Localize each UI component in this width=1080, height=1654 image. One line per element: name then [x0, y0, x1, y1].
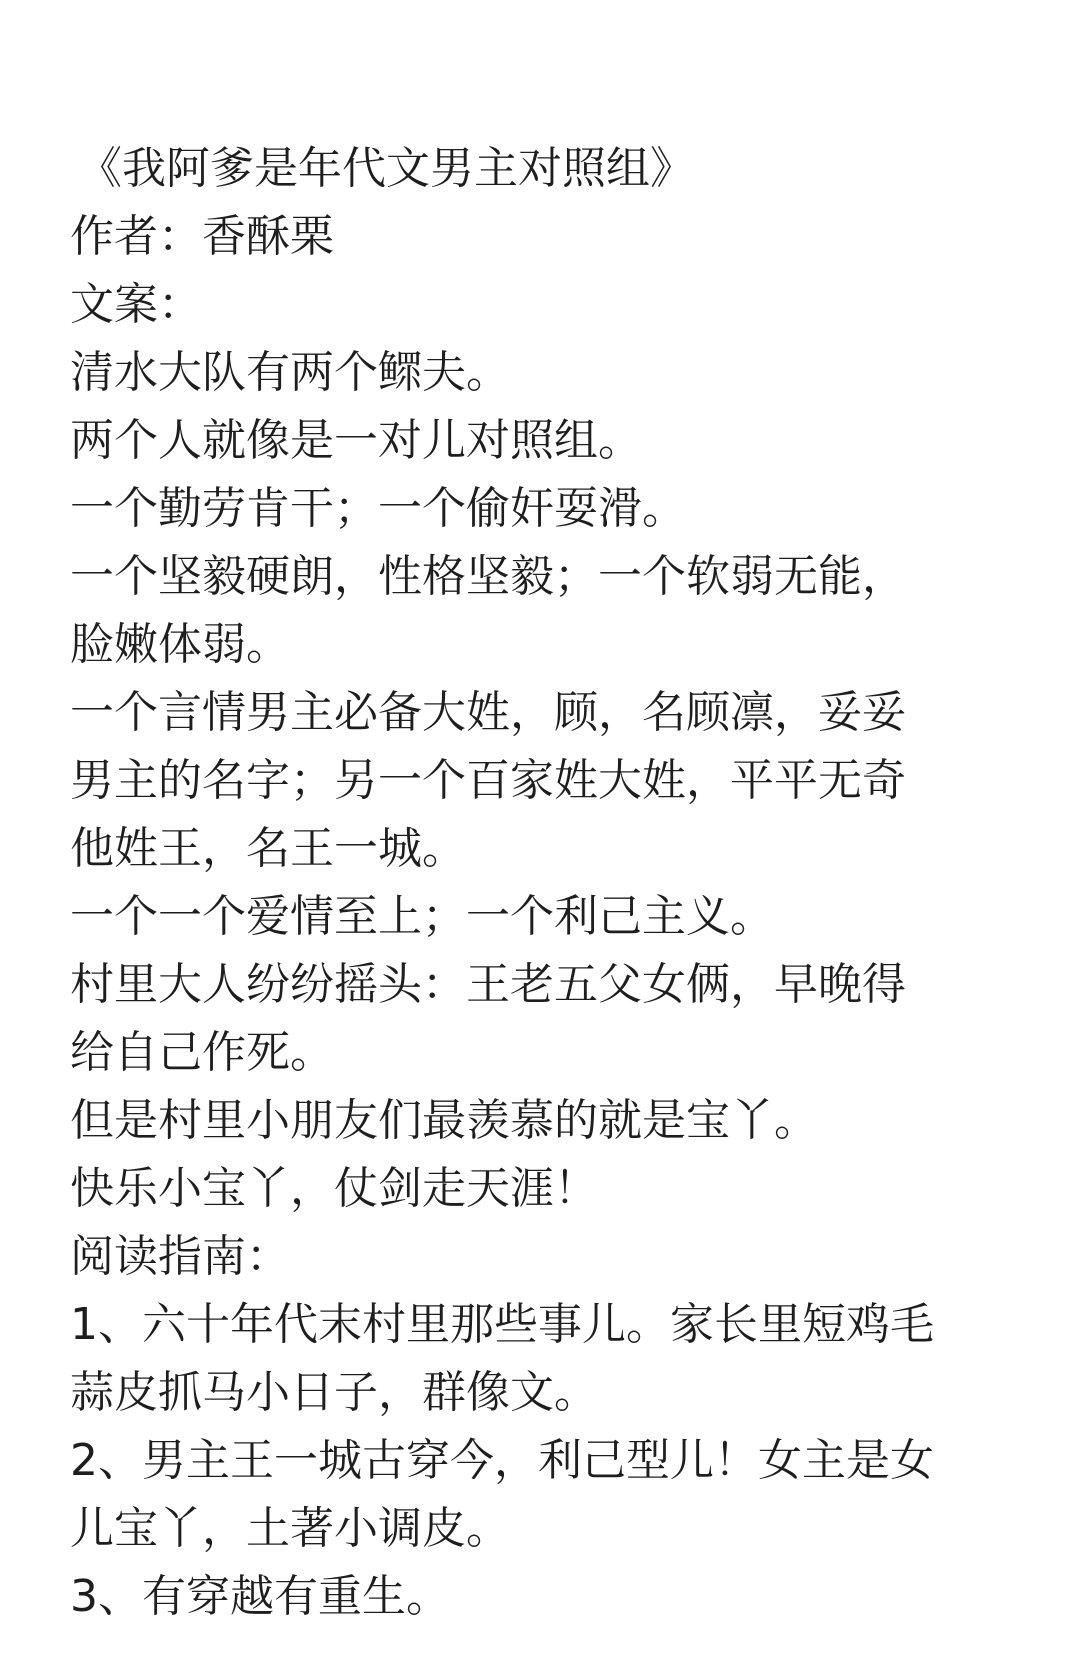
blurb-line: 给自己作死。 — [70, 1027, 334, 1078]
blurb-line: 脸嫩体弱。 — [70, 619, 290, 670]
blurb-line: 一个言情男主必备大姓，顾，名顾凛，妥妥 — [70, 687, 906, 738]
blurb-line: 但是村里小朋友们最羡慕的就是宝丫。 — [70, 1095, 818, 1146]
blurb-line: 清水大队有两个鳏夫。 — [70, 347, 510, 398]
blurb-line: 一个勤劳肯干；一个偷奸耍滑。 — [70, 483, 686, 534]
blurb-line: 快乐小宝丫，仗剑走天涯！ — [70, 1163, 598, 1214]
blurb-line: 一个坚毅硬朗，性格坚毅；一个软弱无能， — [70, 551, 906, 602]
author-line: 作者：香酥栗 — [70, 211, 334, 262]
blurb-line: 两个人就像是一对儿对照组。 — [70, 415, 642, 466]
blurb-line: 村里大人纷纷摇头：王老五父女俩，早晚得 — [70, 959, 906, 1010]
guide-line: 蒜皮抓马小日子，群像文。 — [70, 1367, 598, 1418]
book-intro-text — [70, 135, 1030, 1631]
book-title: 《我阿爹是年代文男主对照组》 — [78, 143, 694, 194]
guide-line: 1、六十年代末村里那些事儿。家长里短鸡毛 — [70, 1299, 934, 1350]
blurb-line: 他姓王，名王一城。 — [70, 823, 466, 874]
guide-line: 3、有穿越有重生。 — [70, 1571, 450, 1622]
blurb-line: 一个一个爱情至上；一个利己主义。 — [70, 891, 774, 942]
blurb-heading: 文案： — [70, 279, 202, 330]
guide-line: 2、男主王一城古穿今，利己型儿！女主是女 — [70, 1435, 934, 1486]
blurb-line: 男主的名字；另一个百家姓大姓，平平无奇 — [70, 755, 906, 806]
guide-line: 儿宝丫，土著小调皮。 — [70, 1503, 510, 1554]
guide-heading: 阅读指南： — [70, 1231, 290, 1282]
